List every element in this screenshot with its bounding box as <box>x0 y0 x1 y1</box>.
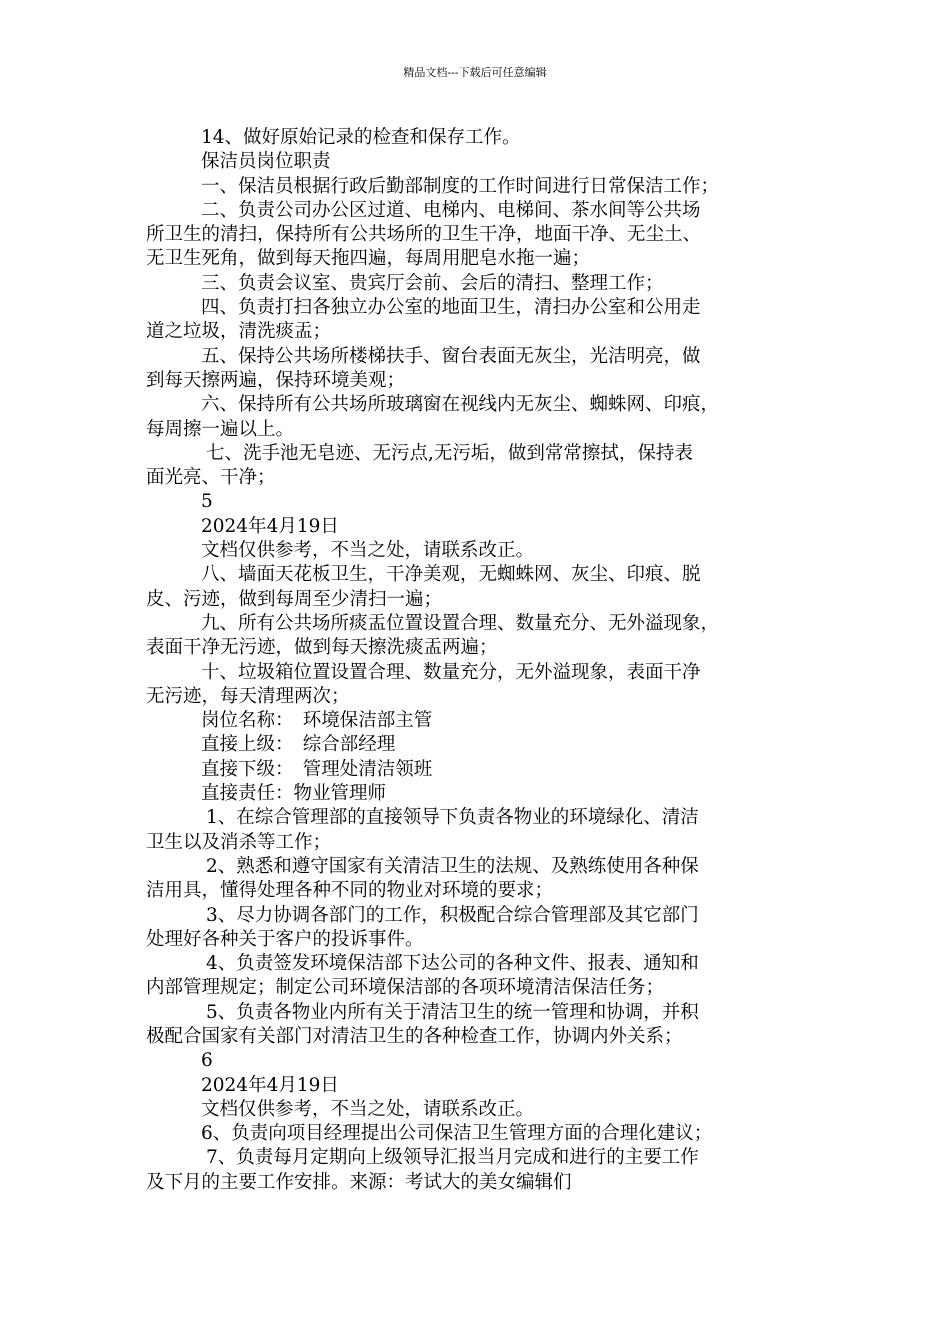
text-line: 6、负责向项目经理提出公司保洁卫生管理方面的合理化建议； <box>201 1123 713 1145</box>
text-line: 皮、污迹，做到每周至少清扫一遍； <box>146 588 443 610</box>
text-line: 无卫生死角，做到每天拖四遍，每周用肥皂水拖一遍； <box>146 248 591 270</box>
text-line: 处理好各种关于客户的投诉事件。 <box>146 928 424 950</box>
text-line: 卫生以及消杀等工作； <box>146 831 332 853</box>
text-line: 3、尽力协调各部门的工作，积极配合综合管理部及其它部门 <box>206 904 699 926</box>
text-line: 4、负责签发环境保洁部下达公司的各种文件、报表、通知和 <box>206 953 699 975</box>
text-line: 一、保洁员根据行政后勤部制度的工作时间进行日常保洁工作； <box>201 175 720 197</box>
text-line: 5 <box>201 491 213 513</box>
text-line: 内部管理规定；制定公司环境保洁部的各项环境清洁保洁任务； <box>146 977 665 999</box>
text-line: 7、负责每月定期向上级领导汇报当月完成和进行的主要工作 <box>206 1147 699 1169</box>
text-line: 5、负责各物业内所有关于清洁卫生的统一管理和协调，并积 <box>206 1001 699 1023</box>
text-line: 到每天擦两遍，保持环境美观； <box>146 369 406 391</box>
text-line: 6 <box>201 1050 213 1072</box>
text-line: 九、所有公共场所痰盂位置设置合理、数量充分、无外溢现象， <box>201 612 720 634</box>
text-line: 直接责任：物业管理师 <box>201 783 387 805</box>
text-line: 六、保持所有公共场所玻璃窗在视线内无灰尘、蜘蛛网、印痕， <box>201 394 720 416</box>
page-header: 精品文档---下载后可任意编辑 <box>403 66 547 79</box>
text-line: 保洁员岗位职责 <box>201 151 331 173</box>
text-line: 面光亮、干净； <box>146 467 276 489</box>
text-line: 直接上级： 综合部经理 <box>201 734 396 756</box>
text-line: 14、做好原始记录的检查和保存工作。 <box>201 127 521 148</box>
text-line: 2、熟悉和遵守国家有关清洁卫生的法规、及熟练使用各种保 <box>206 855 699 877</box>
text-line: 2024年4月19日 <box>201 515 339 537</box>
text-line: 道之垃圾，清洗痰盂； <box>146 321 332 343</box>
text-line: 1、在综合管理部的直接领导下负责各物业的环境绿化、清洁 <box>206 807 699 829</box>
text-line: 及下月的主要工作安排。来源：考试大的美女编辑们 <box>146 1171 572 1193</box>
text-line: 岗位名称： 环境保洁部主管 <box>201 710 433 732</box>
text-line: 表面干净无污迹，做到每天擦洗痰盂两遍； <box>146 637 498 659</box>
text-line: 2024年4月19日 <box>201 1074 339 1096</box>
text-line: 所卫生的清扫，保持所有公共场所的卫生干净，地面干净、无尘土、 <box>146 224 702 246</box>
text-line: 极配合国家有关部门对清洁卫生的各种检查工作，协调内外关系； <box>146 1025 683 1047</box>
text-line: 十、垃圾箱位置设置合理、数量充分，无外溢现象，表面干净 <box>201 661 701 683</box>
text-line: 每周擦一遍以上。 <box>146 418 295 440</box>
text-line: 七、洗手池无皂迹、无污点,无污垢，做到常常擦拭，保持表 <box>206 442 693 464</box>
text-line: 洁用具，懂得处理各种不同的物业对环境的要求； <box>146 880 554 902</box>
text-line: 八、墙面天花板卫生，干净美观，无蜘蛛网、灰尘、印痕、脱 <box>201 564 701 586</box>
text-line: 五、保持公共场所楼梯扶手、窗台表面无灰尘，光洁明亮，做 <box>201 345 701 367</box>
text-line: 直接下级： 管理处清洁领班 <box>201 758 433 780</box>
text-line: 二、负责公司办公区过道、电梯内、电梯间、茶水间等公共场 <box>201 199 701 221</box>
text-line: 三、负责会议室、贵宾厅会前、会后的清扫、整理工作； <box>201 272 664 294</box>
document-body <box>146 126 836 1195</box>
text-line: 四、负责打扫各独立办公室的地面卫生，清扫办公室和公用走 <box>201 297 701 319</box>
text-line: 无污迹，每天清理两次； <box>146 685 350 707</box>
text-line: 文档仅供参考，不当之处，请联系改正。 <box>201 540 535 562</box>
text-line: 文档仅供参考，不当之处，请联系改正。 <box>201 1098 535 1120</box>
